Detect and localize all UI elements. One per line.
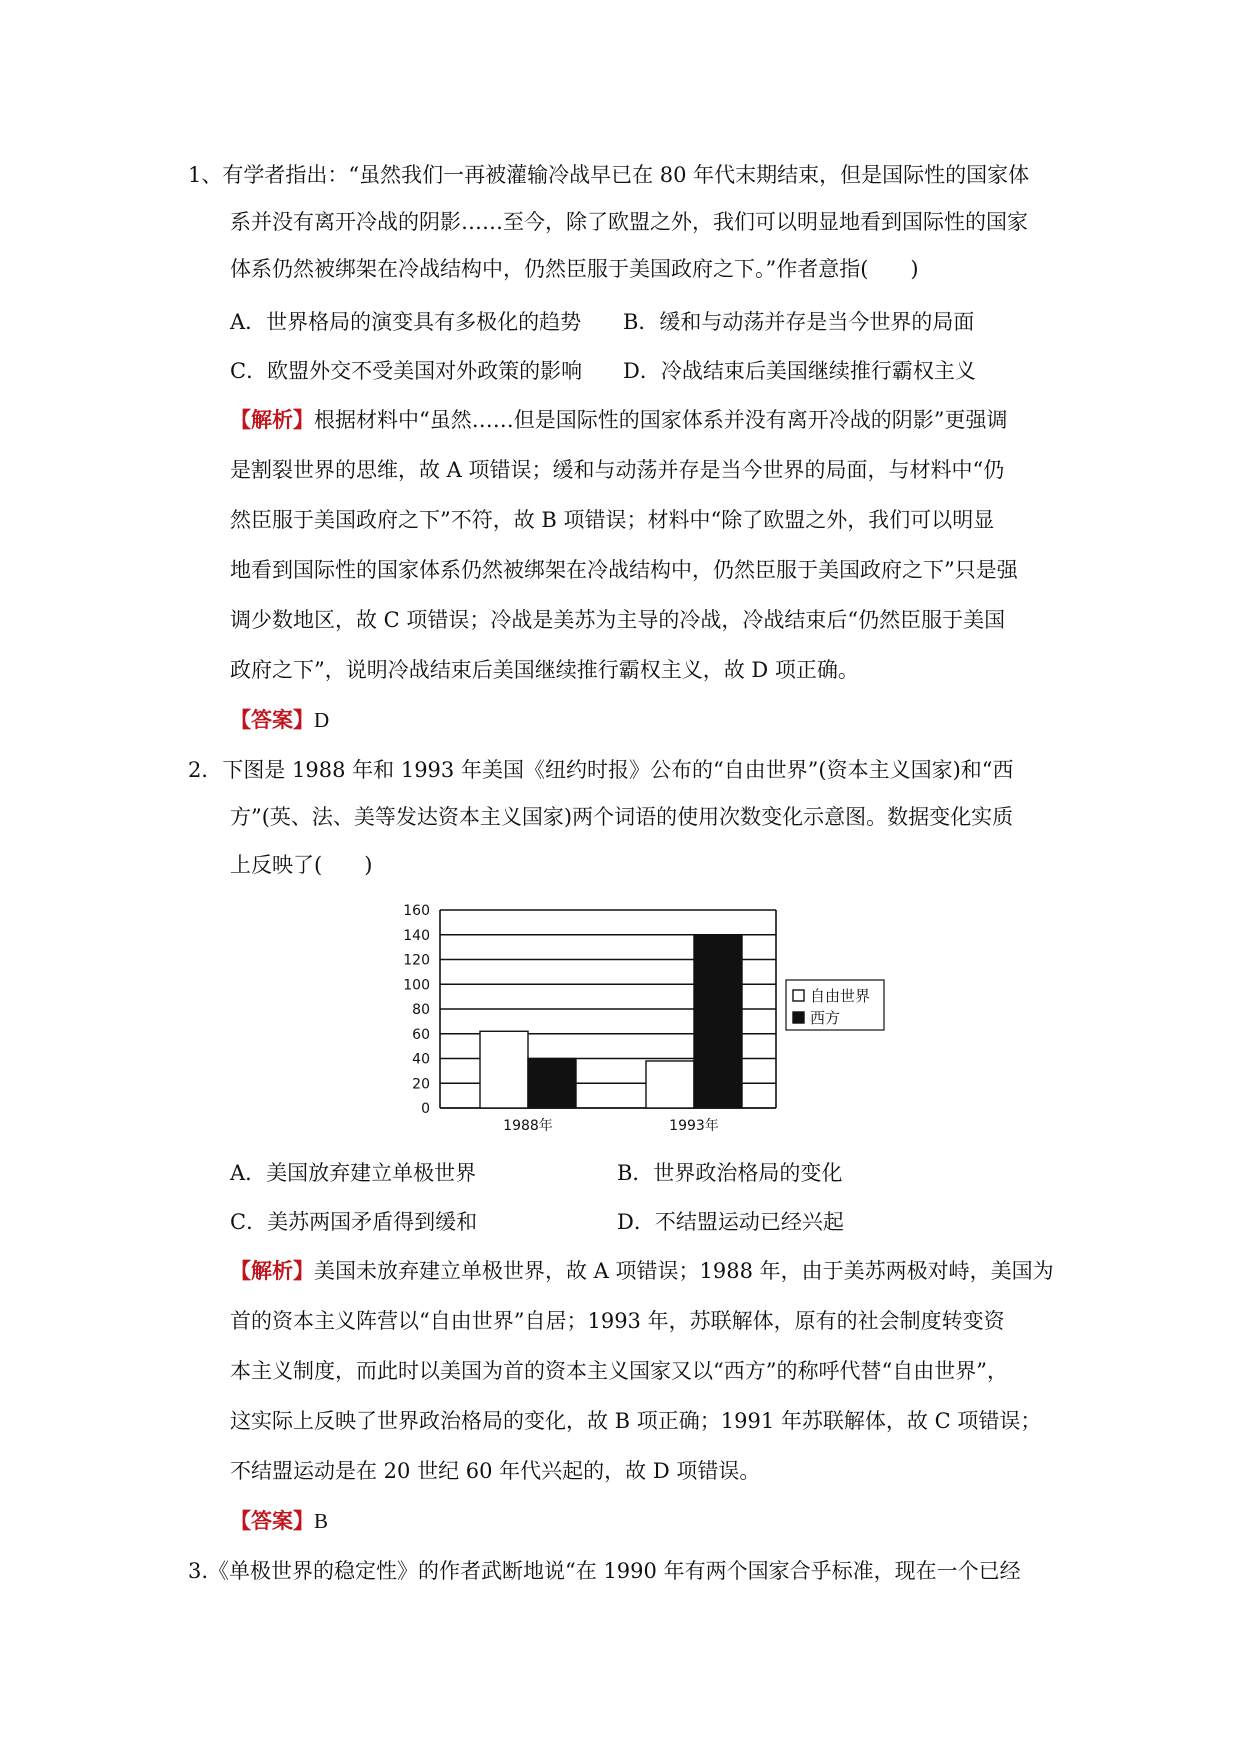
q2-analysis-line-1	[230, 1256, 1054, 1286]
q2-stem-line-2: 方”(英、法、美等发达资本主义国家)两个词语的使用次数变化示意图。数据变化实质	[230, 805, 1014, 829]
y-tick-label: 40	[412, 1051, 430, 1068]
q2-answer-value: B	[314, 1509, 329, 1533]
q2-analysis-line-4: 这实际上反映了世界政治格局的变化，故 B 项正确；1991 年苏联解体，故 C 项错误；	[230, 1409, 1042, 1433]
bar-chart	[374, 900, 894, 1140]
q1-answer-tag: 【答案】	[230, 707, 314, 732]
q2-answer-tag: 【答案】	[230, 1508, 314, 1533]
q2-stem-line-1: 2．下图是 1988 年和 1993 年美国《纽约时报》公布的“自由世界”(资本主义国家)和“西	[188, 758, 1014, 782]
y-tick-label: 60	[412, 1026, 430, 1043]
legend-swatch	[793, 1012, 804, 1023]
bar-free-world-0	[480, 1031, 528, 1108]
q1-stem-line-1: 1、有学者指出：“虽然我们一再被灌输冷战早已在 80 年代末期结束，但是国际性的国家体	[188, 163, 1030, 187]
bar-west-0	[528, 1059, 576, 1109]
q2-stem-line-3: 上反映了( )	[230, 853, 373, 877]
q1-analysis-tag: 【解析】	[230, 407, 314, 432]
q2-analysis-text-1: 美国未放弃建立单极世界，故 A 项错误；1988 年，由于美苏两极对峙，美国为	[314, 1259, 1054, 1283]
q1-option-b: B．缓和与动荡并存是当今世界的局面	[623, 310, 975, 334]
legend-label: 西方	[810, 1009, 841, 1027]
q1-analysis-line-1	[230, 405, 1007, 435]
q2-option-d: D．不结盟运动已经兴起	[617, 1210, 844, 1234]
y-tick-label: 160	[403, 903, 430, 919]
q1-analysis-line-6: 政府之下”，说明冷战结束后美国继续推行霸权主义，故 D 项正确。	[230, 658, 859, 682]
q1-answer-value: D	[314, 708, 330, 732]
x-tick-label: 1993年	[669, 1118, 719, 1134]
y-tick-label: 20	[412, 1076, 430, 1093]
bar-free-world-1	[646, 1061, 694, 1108]
y-tick-label: 0	[421, 1101, 430, 1117]
q1-analysis-line-3: 然臣服于美国政府之下”不符，故 B 项错误；材料中“除了欧盟之外，我们可以明显	[230, 508, 995, 532]
legend-label: 自由世界	[810, 987, 871, 1005]
y-tick-label: 140	[403, 927, 430, 944]
q2-option-c: C．美苏两国矛盾得到缓和	[230, 1210, 478, 1234]
q2-option-a: A．美国放弃建立单极世界	[230, 1161, 477, 1185]
q1-stem-line-2: 系并没有离开冷战的阴影……至今，除了欧盟之外，我们可以明显地看到国际性的国家	[230, 210, 1028, 234]
q1-option-a: A．世界格局的演变具有多极化的趋势	[230, 310, 582, 334]
y-tick-label: 80	[412, 1002, 430, 1018]
q2-analysis-line-2: 首的资本主义阵营以“自由世界”自居；1993 年，苏联解体，原有的社会制度转变资	[230, 1309, 1005, 1333]
q1-stem-line-3: 体系仍然被绑架在冷战结构中，仍然臣服于美国政府之下。”作者意指( )	[230, 257, 919, 281]
q3-stem-line-1: 3.《单极世界的稳定性》的作者武断地说“在 1990 年有两个国家合乎标准，现在一个已经	[188, 1559, 1021, 1583]
q2-option-b: B．世界政治格局的变化	[617, 1161, 843, 1185]
q2-analysis-line-3: 本主义制度，而此时以美国为首的资本主义国家又以“西方”的称呼代替“自由世界”，	[230, 1359, 1008, 1383]
q2-analysis-tag: 【解析】	[230, 1258, 314, 1283]
q2-analysis-line-5: 不结盟运动是在 20 世纪 60 年代兴起的，故 D 项错误。	[230, 1459, 761, 1483]
q2-answer	[230, 1506, 328, 1536]
q1-option-d: D．冷战结束后美国继续推行霸权主义	[623, 359, 976, 383]
q1-option-c: C．欧盟外交不受美国对外政策的影响	[230, 359, 583, 383]
legend-swatch	[793, 990, 804, 1001]
q1-analysis-line-2: 是割裂世界的思维，故 A 项错误；缓和与动荡并存是当今世界的局面，与材料中“仍	[230, 458, 1005, 482]
y-tick-label: 120	[403, 952, 430, 969]
q1-analysis-line-5: 调少数地区，故 C 项错误；冷战是美苏为主导的冷战，冷战结束后“仍然臣服于美国	[230, 608, 1006, 632]
x-tick-label: 1988年	[503, 1118, 553, 1134]
bar-west-1	[694, 935, 742, 1108]
y-tick-label: 100	[403, 977, 430, 994]
q1-analysis-text-1: 根据材料中“虽然……但是国际性的国家体系并没有离开冷战的阴影”更强调	[314, 408, 1008, 432]
q1-answer	[230, 705, 329, 735]
q1-analysis-line-4: 地看到国际性的国家体系仍然被绑架在冷战结构中，仍然臣服于美国政府之下”只是强	[230, 558, 1018, 582]
